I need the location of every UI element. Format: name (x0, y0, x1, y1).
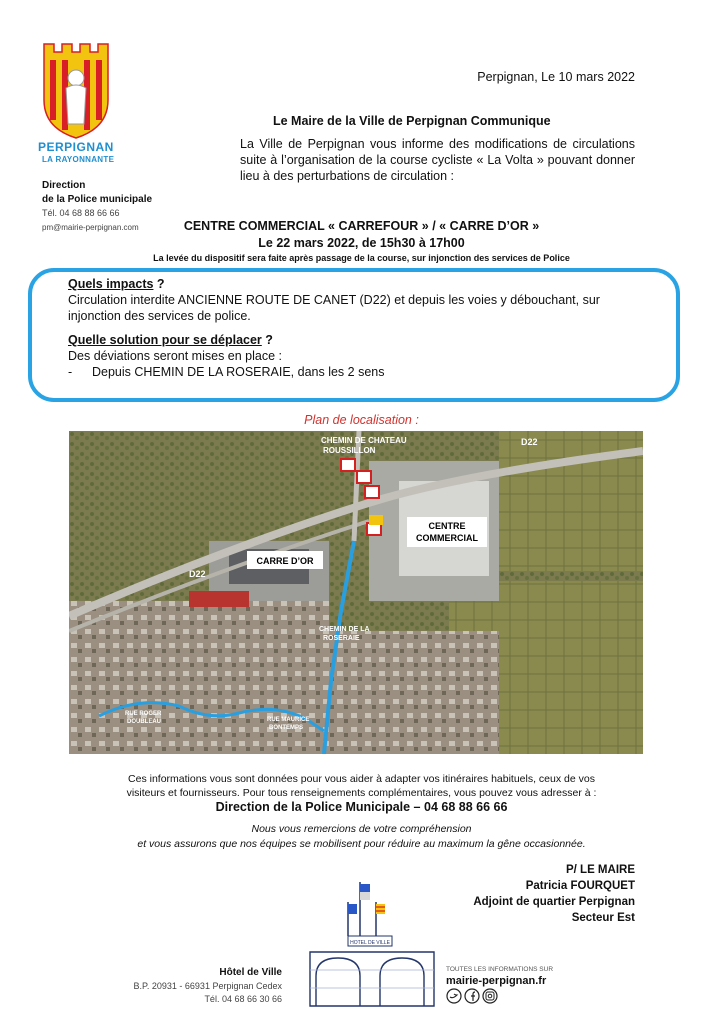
map-label-chemin-chateau-1: CHEMIN DE CHATEAU (321, 436, 407, 445)
thanks-paragraph: Nous vous remercions de votre compréhension et vous assurons que nos équipes se mobilisent pour réduire au maximum la gêne occasionnée. (137, 823, 586, 850)
map-label-rue-right-1: RUE MAURICE (267, 717, 310, 723)
map-label-roseraie-2: ROSERAIE (323, 635, 360, 642)
map-label-d22-left: D22 (189, 569, 206, 579)
lifting-note: La levée du dispositif sera faite après passage de la course, sur injonction des services de Police (153, 253, 570, 263)
communique-intro: La Ville de Perpignan vous informe des modifications de circulations suite à l’organisation de la course cycliste « La Volta » pouvant donner lieu à des perturbations de circulation : (240, 137, 635, 183)
police-contact: Direction de la Police Municipale – 04 68 88 66 66 (215, 800, 508, 814)
department-line1: Direction (42, 180, 86, 191)
map-label-roseraie-1: CHEMIN DE LA (319, 626, 370, 633)
website-link[interactable]: mairie-perpignan.fr (446, 975, 547, 987)
social-icons (446, 988, 516, 1004)
facebook-icon[interactable] (465, 989, 479, 1003)
town-hall-postal: B.P. 20931 - 66931 Perpignan Cedex (133, 981, 282, 991)
brand-name: PERPIGNAN (38, 140, 114, 154)
impacts-question: Quels impacts ? (68, 277, 165, 291)
date-line: Perpignan, Le 10 mars 2022 (477, 70, 635, 84)
town-hall-sign: HOTEL DE VILLE (350, 940, 390, 946)
twitter-icon[interactable] (447, 989, 461, 1003)
info-paragraph: Ces informations vous sont données pour vous aider à adapter vos itinéraires habituels, ceux de vos visiteurs et fournisseurs. Pour tous renseignements complémentaires, vous pouvez vous adresser à : (126, 773, 597, 799)
map-label-rue-left-2: DOUBLEAU (127, 719, 161, 725)
map-label-d22-top: D22 (521, 437, 538, 447)
town-hall-name: Hôtel de Ville (219, 967, 282, 978)
brand-tagline: LA RAYONNANTE (42, 155, 115, 164)
perpignan-crest-logo (40, 38, 112, 140)
location-title: CENTRE COMMERCIAL « CARREFOUR » / « CARRE D’OR » (183, 219, 540, 233)
department-phone: Tél. 04 68 88 66 66 (42, 208, 120, 218)
location-map (69, 431, 643, 754)
map-label-chemin-chateau-2: ROUSSILLON (323, 446, 376, 455)
solution-bullet: - Depuis CHEMIN DE LA ROSERAIE, dans les 2 sens (68, 365, 385, 379)
town-hall-phone: Tél. 04 68 66 30 66 (204, 994, 282, 1004)
map-label-rue-left-1: RUE ROGER (125, 711, 162, 717)
map-label-centre-1: CENTRE (428, 521, 466, 531)
map-label-centre-2: COMMERCIAL (416, 533, 478, 543)
website-intro: TOUTES LES INFORMATIONS SUR (446, 966, 554, 973)
signature-block: P/ LE MAIRE Patricia FOURQUET Adjoint de quartier Perpignan Secteur Est (473, 864, 635, 924)
event-date-time: Le 22 mars 2022, de 15h30 à 17h00 (258, 236, 465, 250)
solution-intro: Des déviations seront mises en place : (68, 349, 282, 363)
instagram-icon[interactable] (483, 989, 497, 1003)
communique-heading: Le Maire de la Ville de Perpignan Communique (273, 114, 551, 128)
impacts-answer: Circulation interdite ANCIENNE ROUTE DE CANET (D22) et depuis les voies y débouchant, sur injonction des services de police. (68, 293, 600, 323)
department-line2: de la Police municipale (42, 194, 153, 205)
solution-question: Quelle solution pour se déplacer ? (68, 333, 273, 347)
map-caption: Plan de localisation : (304, 413, 419, 427)
impacts-content (68, 276, 648, 380)
town-hall-logo (302, 880, 442, 1008)
map-label-rue-right-2: BONTEMPS (269, 725, 304, 731)
department-email: pm@mairie-perpignan.com (42, 223, 139, 232)
map-label-carre-dor: CARRE D’OR (256, 556, 314, 566)
